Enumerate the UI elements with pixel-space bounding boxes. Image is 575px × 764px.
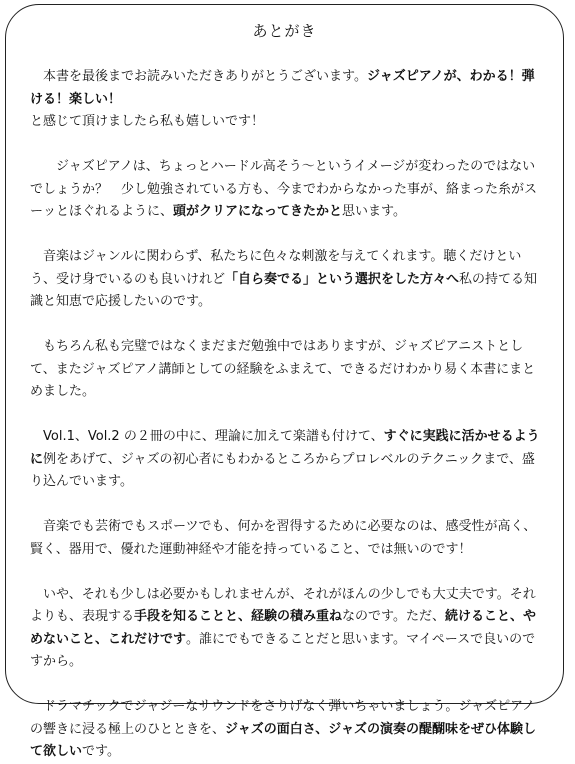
text-run: ジャズピアノは、ちょっとハードル高そう～というイメージが変わったのではないでしょうか？ 少し勉強されている方も、今までわからなかった事が、絡まった糸がスーッとほぐれるように、 (30, 159, 538, 219)
bold-text-run: 「自ら奏でる」という選択をした方々へ (225, 271, 460, 287)
text-run: なのです。ただ、 (342, 609, 445, 624)
bold-text-run: 続けること、やめないこと、これだけです (30, 609, 537, 647)
paragraph (30, 516, 541, 561)
text-run: 。誰にでもできることだと思います。マイペースで良いのですから。 (30, 631, 536, 669)
paragraph (30, 66, 541, 134)
text-run: Vol.1、Vol.2 の２冊の中に、理論に加えて楽譜も付けて、 (43, 429, 384, 444)
text-run: です。 (82, 744, 120, 759)
text-run: と感じて頂けましたら私も嬉しいです！ (30, 114, 265, 129)
text-run: 音楽でも芸術でもスポーツでも、何かを習得するために必要なのは、感受性が高く、賢く、器用で、優れた運動神経や才能を持っていること、では無いのです！ (30, 519, 537, 557)
paragraph (30, 336, 541, 404)
text-run: 例をあげて、ジャズの初心者にもわかるところからプロレベルのテクニックまで、盛り込んでいます。 (30, 451, 535, 489)
text-run: 私の持てる知識と知恵で応援したいのです。 (30, 271, 538, 309)
bold-text-run: ジャズピアノが、わかる！弾ける！楽しい！ (30, 69, 535, 107)
paragraph (30, 426, 541, 494)
bold-text-run: ジャズの面白さ、ジャズの演奏の醍醐味をぜひ体験して欲しい (30, 721, 536, 759)
text-run: いや、それも少しは必要かもしれませんが、それがほんの少しでも大丈夫です。それよりも、表現する (30, 586, 536, 624)
paragraph (30, 246, 541, 314)
text-run: もちろん私も完璧ではなくまだまだ勉強中ではありますが、ジャズピアニストとして、またジャズピアノ講師としての経験をふまえて、できるだけわかり易く本書にまとめました。 (30, 339, 536, 399)
text-run: 音楽はジャンルに関わらず、私たちに色々な刺激を与えてくれます。聴くだけという、受け身でいるのも良いけれど (30, 249, 522, 287)
paragraph (30, 696, 541, 764)
bold-text-run: すぐに実践に活かせるように (30, 429, 540, 467)
page-title: あとがき (252, 22, 317, 40)
bold-text-run: 手段を知ることと、経験の積み重ね (134, 609, 343, 624)
bold-text-run: 頭がクリアになってきたかと (173, 204, 343, 219)
text-run: 本書を最後までお読みいただきありがとうございます。 (43, 69, 367, 84)
paragraph (30, 156, 541, 224)
paragraph (30, 584, 541, 674)
text-run: 思います。 (342, 204, 406, 219)
text-run: ドラマチックでジャジーなサウンドをさりげなく弾いちゃいましょう。ジャズピアノの響きに浸る極上のひとときを、 (30, 699, 536, 737)
afterword-frame (5, 4, 564, 759)
afterword-body (6, 48, 563, 764)
